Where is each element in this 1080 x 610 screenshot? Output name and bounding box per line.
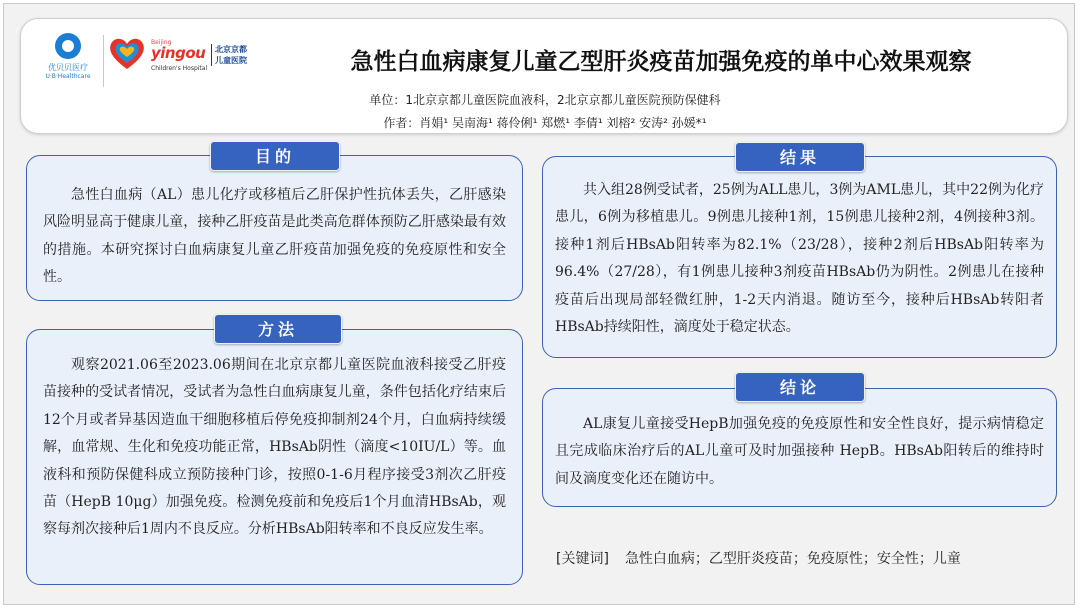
ub-emblem-icon <box>55 33 81 59</box>
results-text: 共入组28例受试者，25例为ALL患儿，3例为AML患儿，其中22例为化疗患儿，6例为移植患儿。9例患儿接种1剂，15例患儿接种2剂，4例接种3剂。接种1剂后HBsAb阳转率为82.1%（23/28），接种2剂后HBsAb阳转率为96.4%（27/28），有1例患儿接种3剂疫苗HBsAb仍为阴性。2例患儿在接种疫苗后出现局部轻微红肿，1-2天内消退。随访至今，接种后HBsAb转阳者HBsAb持续阳性，滴度处于稳定状态。 <box>555 182 1044 336</box>
results-heading: 结果 <box>735 142 865 172</box>
logo-divider <box>103 35 104 87</box>
logo-cn-line1: 北京京都 <box>215 45 247 54</box>
methods-heading: 方法 <box>214 314 342 344</box>
poster-header <box>20 18 1068 134</box>
conclusion-heading: 结论 <box>735 372 865 402</box>
logo-cn-name <box>211 44 247 66</box>
conclusion-text: AL康复儿童接受HepB加强免疫的免疫原性和安全性良好，提示病情稳定且完成临床治疗后的AL儿童可及时加强接种 HepB。HBsAb阳转后的维持时间及滴度变化还在随访中。 <box>555 416 1044 487</box>
poster-canvas <box>3 3 1075 605</box>
logo-left-sub: U·B·Healthcare <box>45 73 91 80</box>
keywords-text: 急性白血病；乙型肝炎疫苗；免疫原性；安全性；儿童 <box>624 551 961 567</box>
objective-text: 急性白血病（AL）患儿化疗或移植后乙肝保护性抗体丢失，乙肝感染风险明显高于健康儿童，接种乙肝疫苗是此类高危群体预防乙肝感染最有效的措施。本研究探讨白血病康复儿童乙肝疫苗加强免疫的免疫原性和安全性。 <box>43 187 506 286</box>
affiliation-line: 单位：1北京京都儿童医院血液科，2北京京都儿童医院预防保健科 <box>369 93 721 107</box>
conclusion-panel <box>542 388 1057 507</box>
logo-caption: Beijing <box>151 39 172 46</box>
poster-title: 急性白血病康复儿童乙型肝炎疫苗加强免疫的单中心效果观察 <box>350 49 972 75</box>
objective-heading: 目的 <box>210 141 340 171</box>
keywords-line <box>556 548 961 568</box>
logo-left-name: 优贝贝医疗 <box>48 63 88 72</box>
results-panel <box>542 156 1057 358</box>
ub-healthcare-logo <box>45 33 91 95</box>
keywords-label: [关键词] <box>556 551 609 567</box>
logo-sub: Children's Hospital <box>151 65 208 72</box>
methods-text: 观察2021.06至2023.06期间在北京京都儿童医院血液科接受乙肝疫苗接种的受试者情况，受试者为急性白血病康复儿童，条件包括化疗结束后12个月或者异基因造血干细胞移植后停免疫抑制剂24个月，白血病持续缓解，血常规、生化和免疫功能正常，HBsAb阴性（滴度<10IU/L）等。血液科和预防保健科成立预防接种门诊，按照0-1-6月程序接受3剂次乙肝疫苗（HepB 10μg）加强免疫。检测免疫前和免疫后1个月血清HBsAb，观察每剂次接种后1周内不良反应。分析HBsAb阳转率和不良反应发生率。 <box>43 357 506 538</box>
objective-panel <box>26 155 523 301</box>
logo-cn-line2: 儿童医院 <box>215 56 247 65</box>
methods-panel <box>26 329 523 585</box>
logo-wordmark: yingou <box>151 44 206 62</box>
heart-logo-icon <box>107 33 147 73</box>
hospital-logo <box>107 31 257 91</box>
authors-line: 作者：肖娟¹ 吴南海¹ 蒋伶俐¹ 郑燃¹ 李倩¹ 刘榕² 安涛² 孙媛*¹ <box>383 116 707 130</box>
